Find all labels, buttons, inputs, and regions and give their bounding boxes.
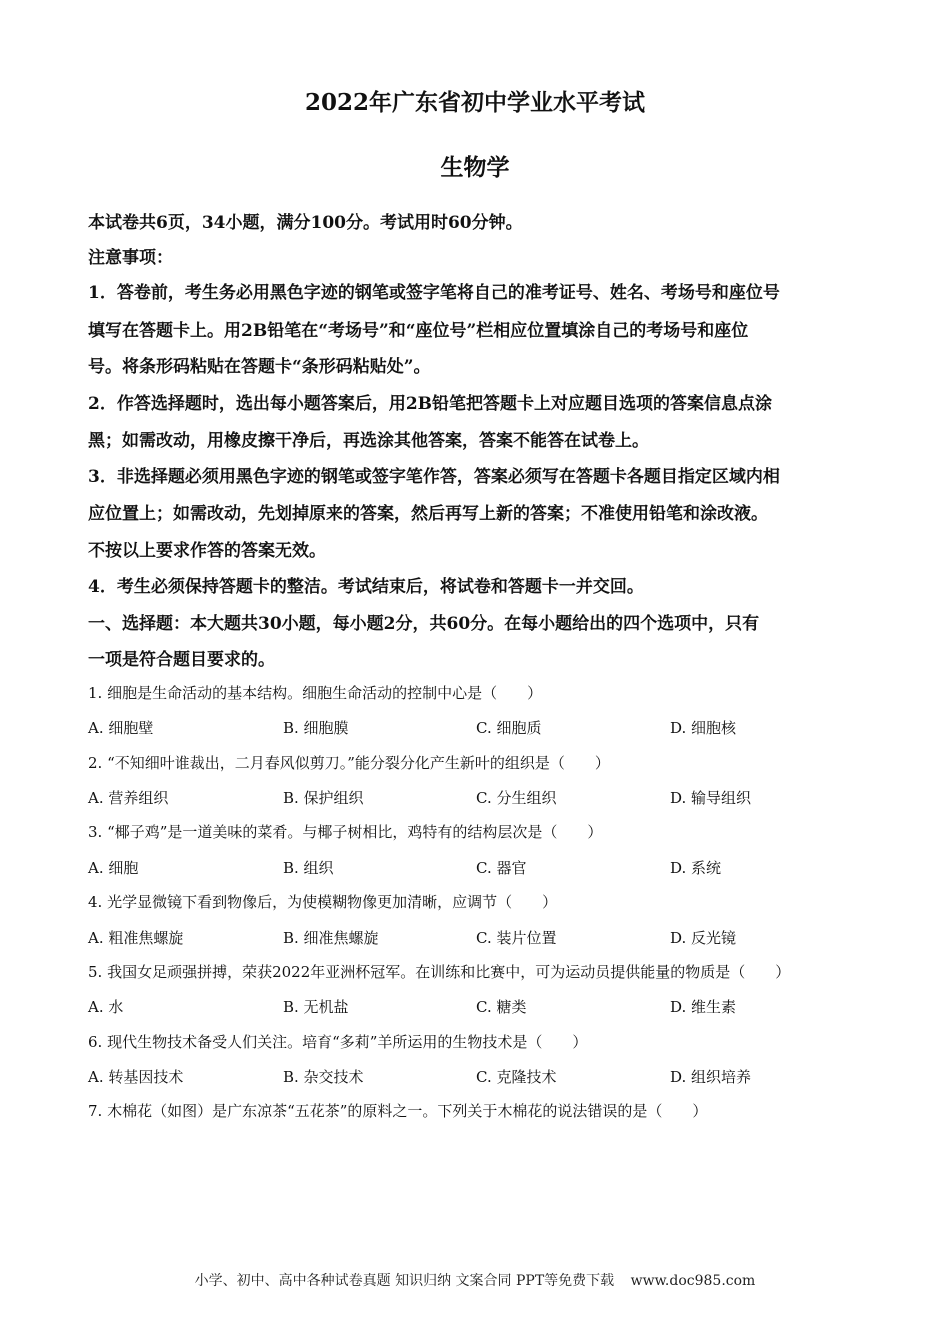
notice-heading: 注意事项： (88, 248, 173, 268)
option-d: D. 组织培养 (670, 1068, 752, 1086)
section-heading: 一项是符合题目要求的。 (88, 650, 275, 670)
question-text: 3. “椰子鸡”是一道美味的菜肴。与椰子树相比，鸡特有的结构层次是（ ） (88, 823, 603, 841)
notice-line: 号。将条形码粘贴在答题卡“条形码粘贴处”。 (88, 357, 431, 377)
notice-line: 应位置上；如需改动，先划掉原来的答案，然后再写上新的答案；不准使用铅笔和涂改液。 (88, 504, 768, 524)
option-c: C. 细胞质 (476, 719, 542, 737)
option-d: D. 系统 (670, 859, 722, 877)
option-b: B. 细胞膜 (283, 719, 349, 737)
footer-link[interactable]: www.doc985.com (630, 1273, 756, 1289)
option-d: D. 反光镜 (670, 929, 737, 947)
option-a: A. 粗准焦螺旋 (88, 929, 184, 947)
option-a: A. 转基因技术 (88, 1068, 184, 1086)
section-heading: 一、选择题：本大题共30小题，每小题2分，共60分。在每小题给出的四个选项中，只有 (88, 614, 760, 634)
question-text: 6. 现代生物技术备受人们关注。培育“多莉”羊所运用的生物技术是（ ） (88, 1033, 588, 1051)
option-a: A. 细胞 (88, 859, 139, 877)
option-b: B. 保护组织 (283, 789, 364, 807)
exam-subject: 生物学 (440, 154, 510, 181)
notice-line: 3．非选择题必须用黑色字迹的钢笔或签字笔作答，答案必须写在答题卡各题目指定区域内相 (88, 467, 780, 487)
option-d: D. 细胞核 (670, 719, 737, 737)
notice-line: 不按以上要求作答的答案无效。 (88, 541, 326, 561)
option-b: B. 杂交技术 (283, 1068, 364, 1086)
option-c: C. 克隆技术 (476, 1068, 557, 1086)
option-d: D. 维生素 (670, 998, 737, 1016)
option-c: C. 糖类 (476, 998, 527, 1016)
notice-line: 填写在答题卡上。用2B铅笔在“考场号”和“座位号”栏相应位置填涂自己的考场号和座位 (88, 321, 749, 341)
option-d: D. 输导组织 (670, 789, 752, 807)
question-text: 1. 细胞是生命活动的基本结构。细胞生命活动的控制中心是（ ） (88, 684, 543, 702)
question-options (88, 717, 868, 739)
option-a: A. 水 (88, 998, 124, 1016)
option-a: A. 细胞壁 (88, 719, 154, 737)
question-options (88, 857, 868, 879)
question-options (88, 1066, 868, 1088)
option-c: C. 器官 (476, 859, 527, 877)
notice-line: 4．考生必须保持答题卡的整洁。考试结束后，将试卷和答题卡一并交回。 (88, 577, 644, 597)
notice-line: 黑；如需改动，用橡皮擦干净后，再选涂其他答案，答案不能答在试卷上。 (88, 431, 649, 451)
notice-line: 2．作答选择题时，选出每小题答案后，用2B铅笔把答题卡上对应题目选项的答案信息点涂 (88, 394, 773, 414)
question-text: 7. 木棉花（如图）是广东凉茶“五花茶”的原料之一。下列关于木棉花的说法错误的是（ ） (88, 1102, 708, 1120)
question-text: 5. 我国女足顽强拼搏，荣获2022年亚洲杯冠军。在训练和比赛中，可为运动员提供能量的物质是（ ） (88, 963, 791, 981)
question-options (88, 787, 868, 809)
question-options (88, 927, 868, 949)
notice-line: 1．答卷前，考生务必用黑色字迹的钢笔或签字笔将自己的准考证号、姓名、考场号和座位号 (88, 283, 780, 303)
footer-text: 小学、初中、高中各种试卷真题 知识归纳 文案合同 PPT等免费下载 (194, 1273, 615, 1289)
option-b: B. 组织 (283, 859, 334, 877)
option-c: C. 分生组织 (476, 789, 557, 807)
exam-title: 2022年广东省初中学业水平考试 (304, 89, 645, 116)
question-text: 4. 光学显微镜下看到物像后，为使模糊物像更加清晰，应调节（ ） (88, 893, 558, 911)
question-options (88, 996, 868, 1018)
option-b: B. 无机盐 (283, 998, 349, 1016)
question-text: 2. “不知细叶谁裁出，二月春风似剪刀。”能分裂分化产生新叶的组织是（ ） (88, 754, 610, 772)
exam-summary: 本试卷共6页，34小题，满分100分。考试用时60分钟。 (88, 213, 523, 233)
option-b: B. 细准焦螺旋 (283, 929, 379, 947)
page-footer (0, 1270, 950, 1290)
option-c: C. 装片位置 (476, 929, 557, 947)
option-a: A. 营养组织 (88, 789, 169, 807)
